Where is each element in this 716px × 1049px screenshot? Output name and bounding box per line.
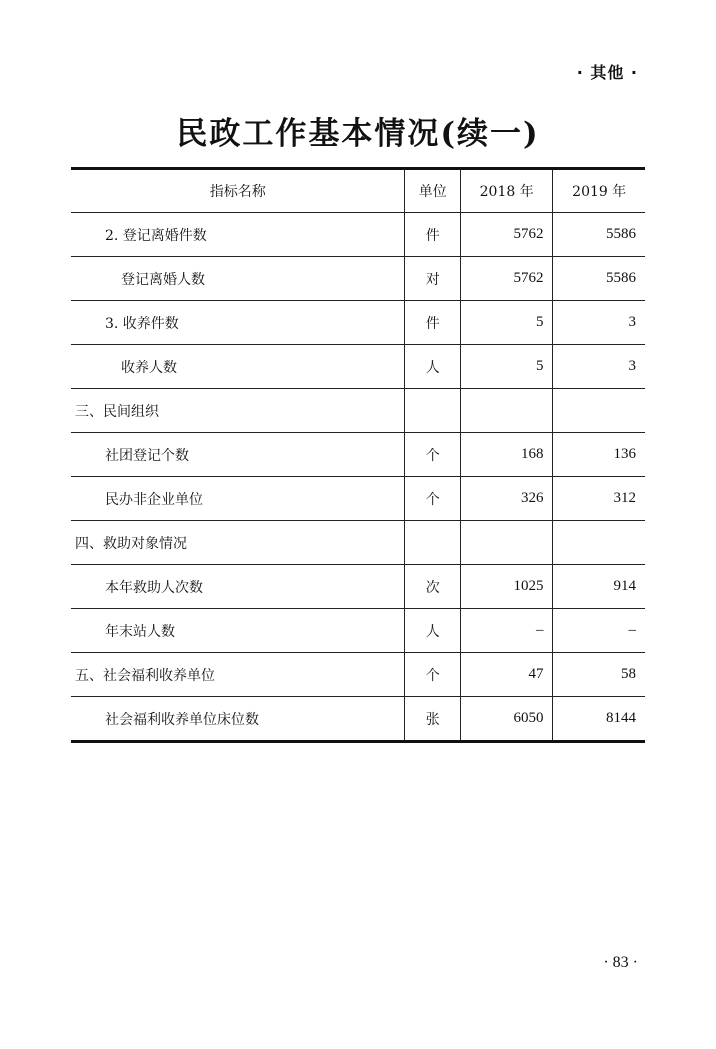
row-name: 本年救助人次数 bbox=[71, 565, 405, 609]
row-value-2018: 47 bbox=[460, 653, 553, 697]
col-header-name: 指标名称 bbox=[71, 169, 405, 213]
row-unit: 件 bbox=[405, 213, 460, 257]
row-value-2019: 8144 bbox=[553, 697, 645, 742]
table-row bbox=[71, 609, 645, 653]
row-value-2019: 5586 bbox=[553, 257, 645, 301]
row-value-2018: – bbox=[460, 609, 553, 653]
row-value-2018: 1025 bbox=[460, 565, 553, 609]
table-row bbox=[71, 257, 645, 301]
row-name: 四、救助对象情况 bbox=[71, 521, 405, 565]
row-value-2018 bbox=[460, 389, 553, 433]
table-row bbox=[71, 521, 645, 565]
table-row bbox=[71, 697, 645, 742]
table-row bbox=[71, 477, 645, 521]
row-value-2019: 312 bbox=[553, 477, 645, 521]
row-value-2019: 58 bbox=[553, 653, 645, 697]
row-unit bbox=[405, 389, 460, 433]
table-row bbox=[71, 433, 645, 477]
row-unit: 件 bbox=[405, 301, 460, 345]
row-name: 社会福利收养单位床位数 bbox=[105, 711, 259, 728]
row-unit: 人 bbox=[405, 609, 460, 653]
table-row bbox=[71, 345, 645, 389]
row-unit bbox=[405, 521, 460, 565]
col-header-2019: 2019 年 bbox=[553, 169, 645, 213]
table-row bbox=[71, 565, 645, 609]
row-name: 三、民间组织 bbox=[71, 389, 405, 433]
row-value-2019 bbox=[553, 521, 645, 565]
row-value-2018: 326 bbox=[460, 477, 553, 521]
row-name: 2. 登记离婚件数 bbox=[71, 213, 405, 257]
section-label: · 其他 · bbox=[576, 63, 638, 82]
row-value-2018: 5762 bbox=[460, 257, 553, 301]
page-title: 民政工作基本情况(续一) bbox=[176, 116, 540, 152]
row-unit: 对 bbox=[405, 257, 460, 301]
row-name: 3. 收养件数 bbox=[71, 301, 405, 345]
table-row bbox=[71, 301, 645, 345]
row-unit: 人 bbox=[405, 345, 460, 389]
row-value-2019: 136 bbox=[553, 433, 645, 477]
row-name: 民办非企业单位 bbox=[71, 477, 405, 521]
row-value-2019: 914 bbox=[553, 565, 645, 609]
row-value-2019: 3 bbox=[553, 301, 645, 345]
row-unit: 张 bbox=[405, 697, 460, 742]
row-unit: 个 bbox=[405, 477, 460, 521]
table-row bbox=[71, 653, 645, 697]
table-row bbox=[71, 213, 645, 257]
row-value-2018: 5762 bbox=[460, 213, 553, 257]
row-value-2018: 5 bbox=[460, 345, 553, 389]
row-unit: 个 bbox=[405, 433, 460, 477]
table-header-row bbox=[71, 169, 645, 213]
row-value-2018 bbox=[460, 521, 553, 565]
row-unit: 次 bbox=[405, 565, 460, 609]
row-value-2019: 5586 bbox=[553, 213, 645, 257]
row-name: 登记离婚人数 bbox=[71, 257, 405, 301]
row-value-2019: – bbox=[553, 609, 645, 653]
row-name: 社团登记个数 bbox=[71, 433, 405, 477]
table-row bbox=[71, 389, 645, 433]
row-value-2019: 3 bbox=[553, 345, 645, 389]
row-name: 年末站人数 bbox=[71, 609, 405, 653]
row-value-2019 bbox=[553, 389, 645, 433]
row-value-2018: 6050 bbox=[460, 697, 553, 742]
col-header-2018: 2018 年 bbox=[460, 169, 553, 213]
row-name: 五、社会福利收养单位 bbox=[71, 653, 405, 697]
row-value-2018: 5 bbox=[460, 301, 553, 345]
col-header-unit: 单位 bbox=[405, 169, 460, 213]
row-value-2018: 168 bbox=[460, 433, 553, 477]
row-name: 收养人数 bbox=[71, 345, 405, 389]
stats-table bbox=[71, 167, 645, 743]
row-unit: 个 bbox=[405, 653, 460, 697]
page-number: · 83 · bbox=[603, 954, 638, 971]
